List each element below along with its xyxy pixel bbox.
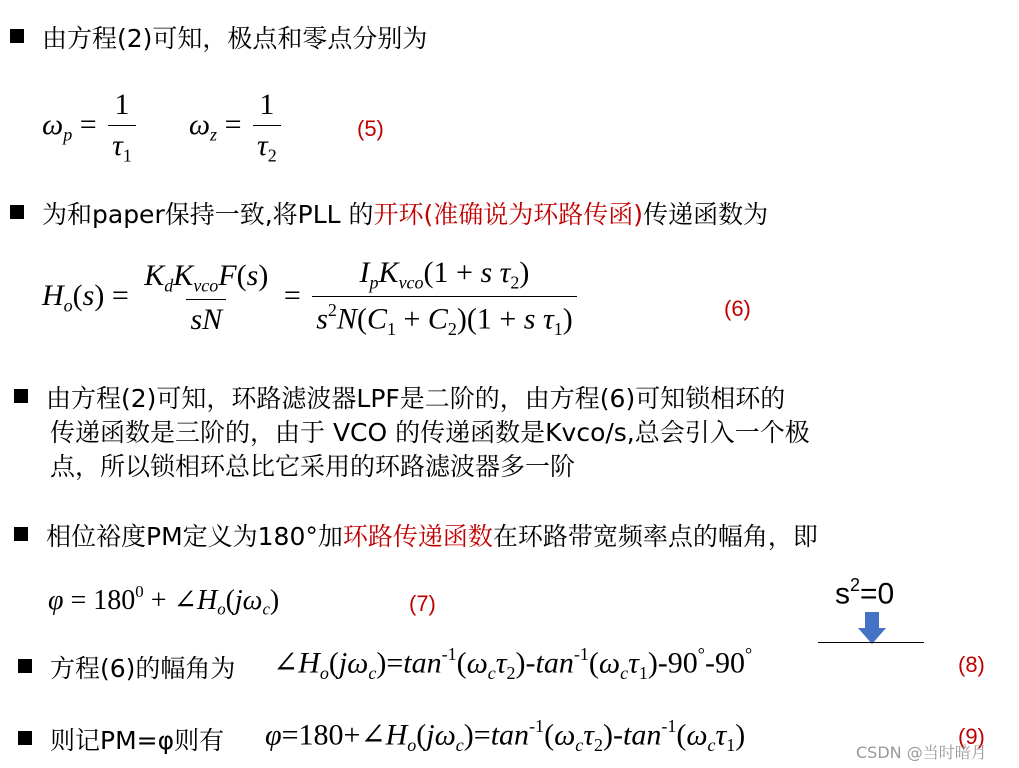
bullet-6: 则记PM=φ则有: [18, 724, 224, 758]
bullet-1: [10, 22, 427, 56]
bullet-3-line-2: 传递函数是三阶的，由于 VCO 的传递函数是Kvco/s,总会引入一个极: [50, 418, 810, 447]
overline-annotation: [818, 642, 924, 643]
highlight-loop-tf: 环路传递函数: [342, 522, 493, 551]
bullet-5: 方程(6)的幅角为: [18, 652, 235, 686]
highlight-open-loop: 开环(准确说为环路传函): [373, 200, 644, 229]
equation-6: $H_o(s)$ = $\frac{K_dK_{vco}F(s)}{sN}$ = $\frac{I_pK_{vco}(1 + s \tau_2)}{s^2N(C_1 + C_2)(1 + s \tau_1)}$: [42, 256, 581, 340]
equation-number-7: (7): [409, 591, 436, 616]
bullet-2: 为和paper保持一致,将PLL 的开环(准确说为环路传函)传递函数为: [10, 198, 768, 232]
bullet-3: 由方程(2)可知，环路滤波器LPF是二阶的，由方程(6)可知锁相环的: [14, 382, 785, 416]
equation-5: $\omega_p$ = $\frac{1}{\tau_1}$ $\omega_z$ = $\frac{1}{\tau_2}$: [42, 88, 285, 166]
bullet-square-icon: [14, 389, 28, 403]
watermark: CSDN @当时暗月: [856, 743, 987, 762]
bullet-square-icon: [18, 731, 32, 745]
equation-8: $\angle H_o(j\omega_c)=\tan^{-1}(\omega_c\tau_2)-\tan^{-1}(\omega_c\tau_1)-90^\circ-90^\circ$: [273, 644, 753, 683]
equation-7: $\varphi = 180^0$ + $\angle H_o(j\omega_c)$: [48, 582, 280, 619]
bullet-1-text: 由方程(2)可知，极点和零点分别为: [42, 24, 428, 53]
equation-number-5: (5): [357, 116, 384, 141]
bullet-4: 相位裕度PM定义为180°加环路传递函数在环路带宽频率点的幅角，即: [14, 520, 818, 554]
equation-number-8: (8): [958, 652, 985, 677]
bullet-square-icon: [10, 205, 24, 219]
down-arrow-icon: [858, 612, 886, 644]
equation-number-6: (6): [724, 296, 751, 321]
bullet-square-icon: [18, 659, 32, 673]
s2-annotation: $s^2=0$: [835, 575, 895, 611]
bullet-square-icon: [14, 527, 28, 541]
bullet-square-icon: [10, 29, 24, 43]
equation-number-9: (9): [958, 724, 985, 749]
bullet-3-line-3: 点，所以锁相环总比它采用的环路滤波器多一阶: [50, 452, 576, 481]
equation-9: $\varphi=180+\angle H_o(j\omega_c)=\tan^{-1}(\omega_c\tau_2)-\tan^{-1}(\omega_c\tau_1)$: [265, 716, 746, 755]
